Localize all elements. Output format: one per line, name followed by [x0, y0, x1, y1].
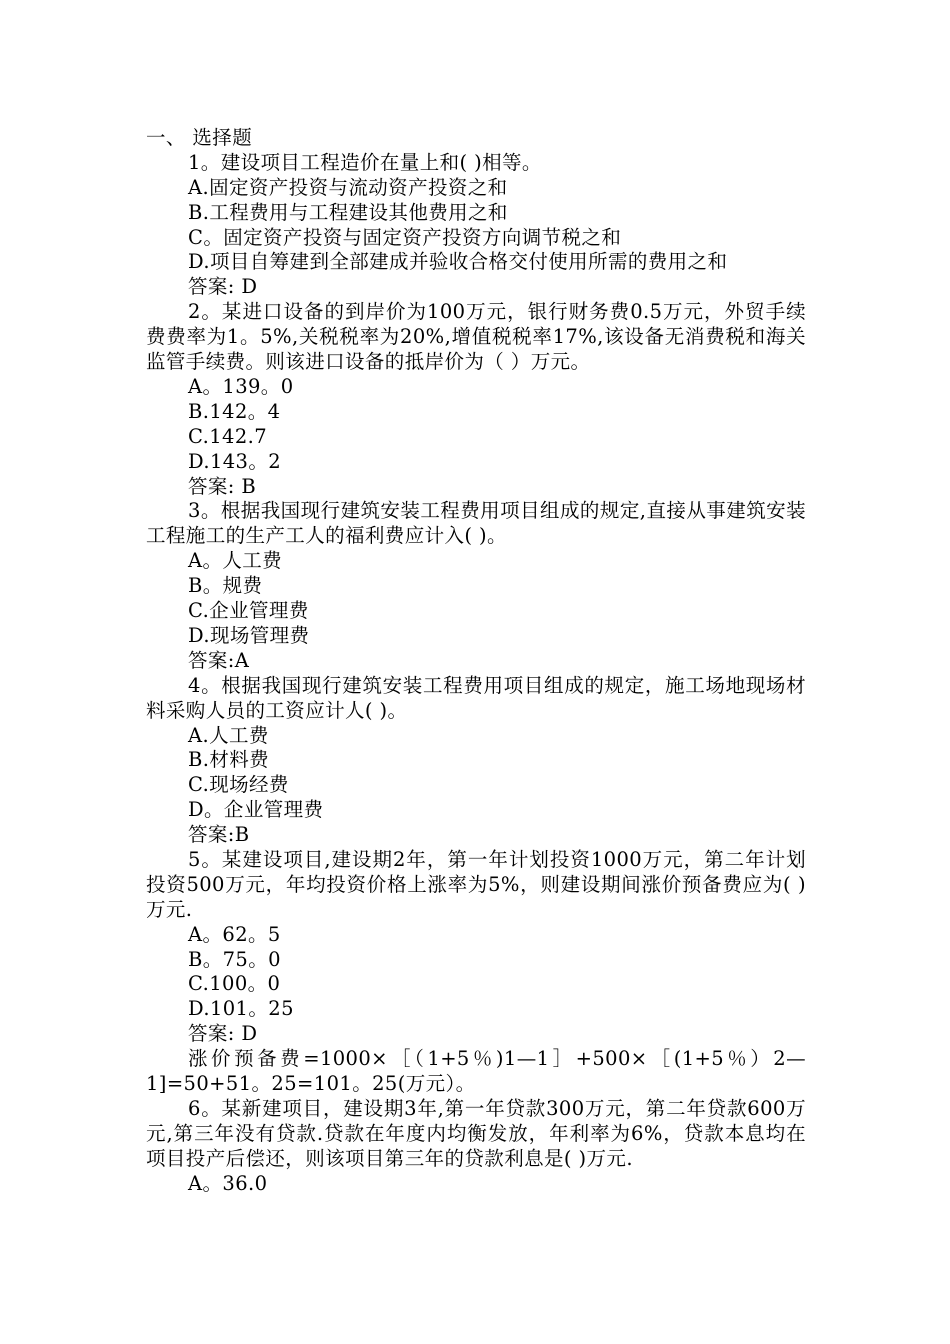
- question-1-option-a: A.固定资产投资与流动资产投资之和: [188, 175, 508, 199]
- question-3-stem: 3。根据我国现行建筑安装工程费用项目组成的规定,直接从事建筑安装工程施工的生产工人的福利费应计入( )。: [146, 499, 806, 548]
- question-2-option-b: B.142。4: [188, 399, 281, 423]
- question-6-stem: 6。某新建项目，建设期3年,第一年贷款300万元，第二年贷款600万元,第三年没有贷款.贷款在年度内均衡发放，年利率为6%，贷款本息均在项目投产后偿还，则该项目第三年的贷款利息是( )万元.: [146, 1096, 806, 1170]
- section-title: 一、 选择题: [146, 126, 253, 149]
- question-5-explanation: 涨价预备费=1000×［（1+5％)1—1］+500×［(1+5％）2—1]=50+51。25=101。25(万元）。: [146, 1047, 806, 1096]
- question-4-option-c: C.现场经费: [188, 773, 289, 797]
- question-1-answer: 答案: D: [188, 275, 258, 299]
- question-1-option-d: D.项目自筹建到全部建成并验收合格交付使用所需的费用之和: [188, 250, 728, 274]
- question-5-option-b: B。75。0: [188, 947, 281, 971]
- question-4-option-b: B.材料费: [188, 748, 270, 772]
- question-5-option-d: D.101。25: [188, 997, 294, 1021]
- question-4-option-a: A.人工费: [188, 723, 269, 747]
- question-2-option-c: C.142.7: [188, 424, 268, 448]
- question-3-option-b: B。规费: [188, 574, 263, 598]
- question-1-option-b: B.工程费用与工程建设其他费用之和: [188, 200, 508, 224]
- document-page: [146, 126, 806, 1197]
- question-2-option-a: A。139。0: [188, 374, 294, 398]
- question-4-answer: 答案:B: [188, 823, 250, 847]
- question-5-stem: 5。某建设项目,建设期2年，第一年计划投资1000万元，第二年计划投资500万元，年均投资价格上涨率为5%，则建设期间涨价预备费应为( )万元.: [146, 847, 806, 921]
- question-4-option-d: D。企业管理费: [188, 798, 324, 822]
- question-1-option-c: C。固定资产投资与固定资产投资方向调节税之和: [188, 225, 622, 249]
- question-1-stem: 1。建设项目工程造价在量上和( )相等。: [188, 150, 542, 174]
- question-5-option-a: A。62。5: [188, 922, 281, 946]
- question-3-option-a: A。人工费: [188, 549, 283, 573]
- question-2-answer: 答案: B: [188, 474, 257, 498]
- question-4-stem: 4。根据我国现行建筑安装工程费用项目组成的规定，施工场地现场材料采购人员的工资应计人( )。: [146, 673, 806, 722]
- question-3-option-d: D.现场管理费: [188, 623, 310, 647]
- question-5-answer: 答案: D: [188, 1022, 258, 1046]
- question-3-option-c: C.企业管理费: [188, 599, 309, 623]
- question-2-stem: 2。某进口设备的到岸价为100万元，银行财务费0.5万元，外贸手续费费率为1。5%,关税税率为20%,增值税税率17%,该设备无消费税和海关监管手续费。则该进口设备的抵岸价为（ ）万元。: [146, 300, 806, 374]
- question-6-option-a: A。36.0: [188, 1171, 268, 1195]
- question-5-option-c: C.100。0: [188, 972, 281, 996]
- question-3-answer: 答案:A: [188, 648, 250, 672]
- question-2-option-d: D.143。2: [188, 449, 282, 473]
